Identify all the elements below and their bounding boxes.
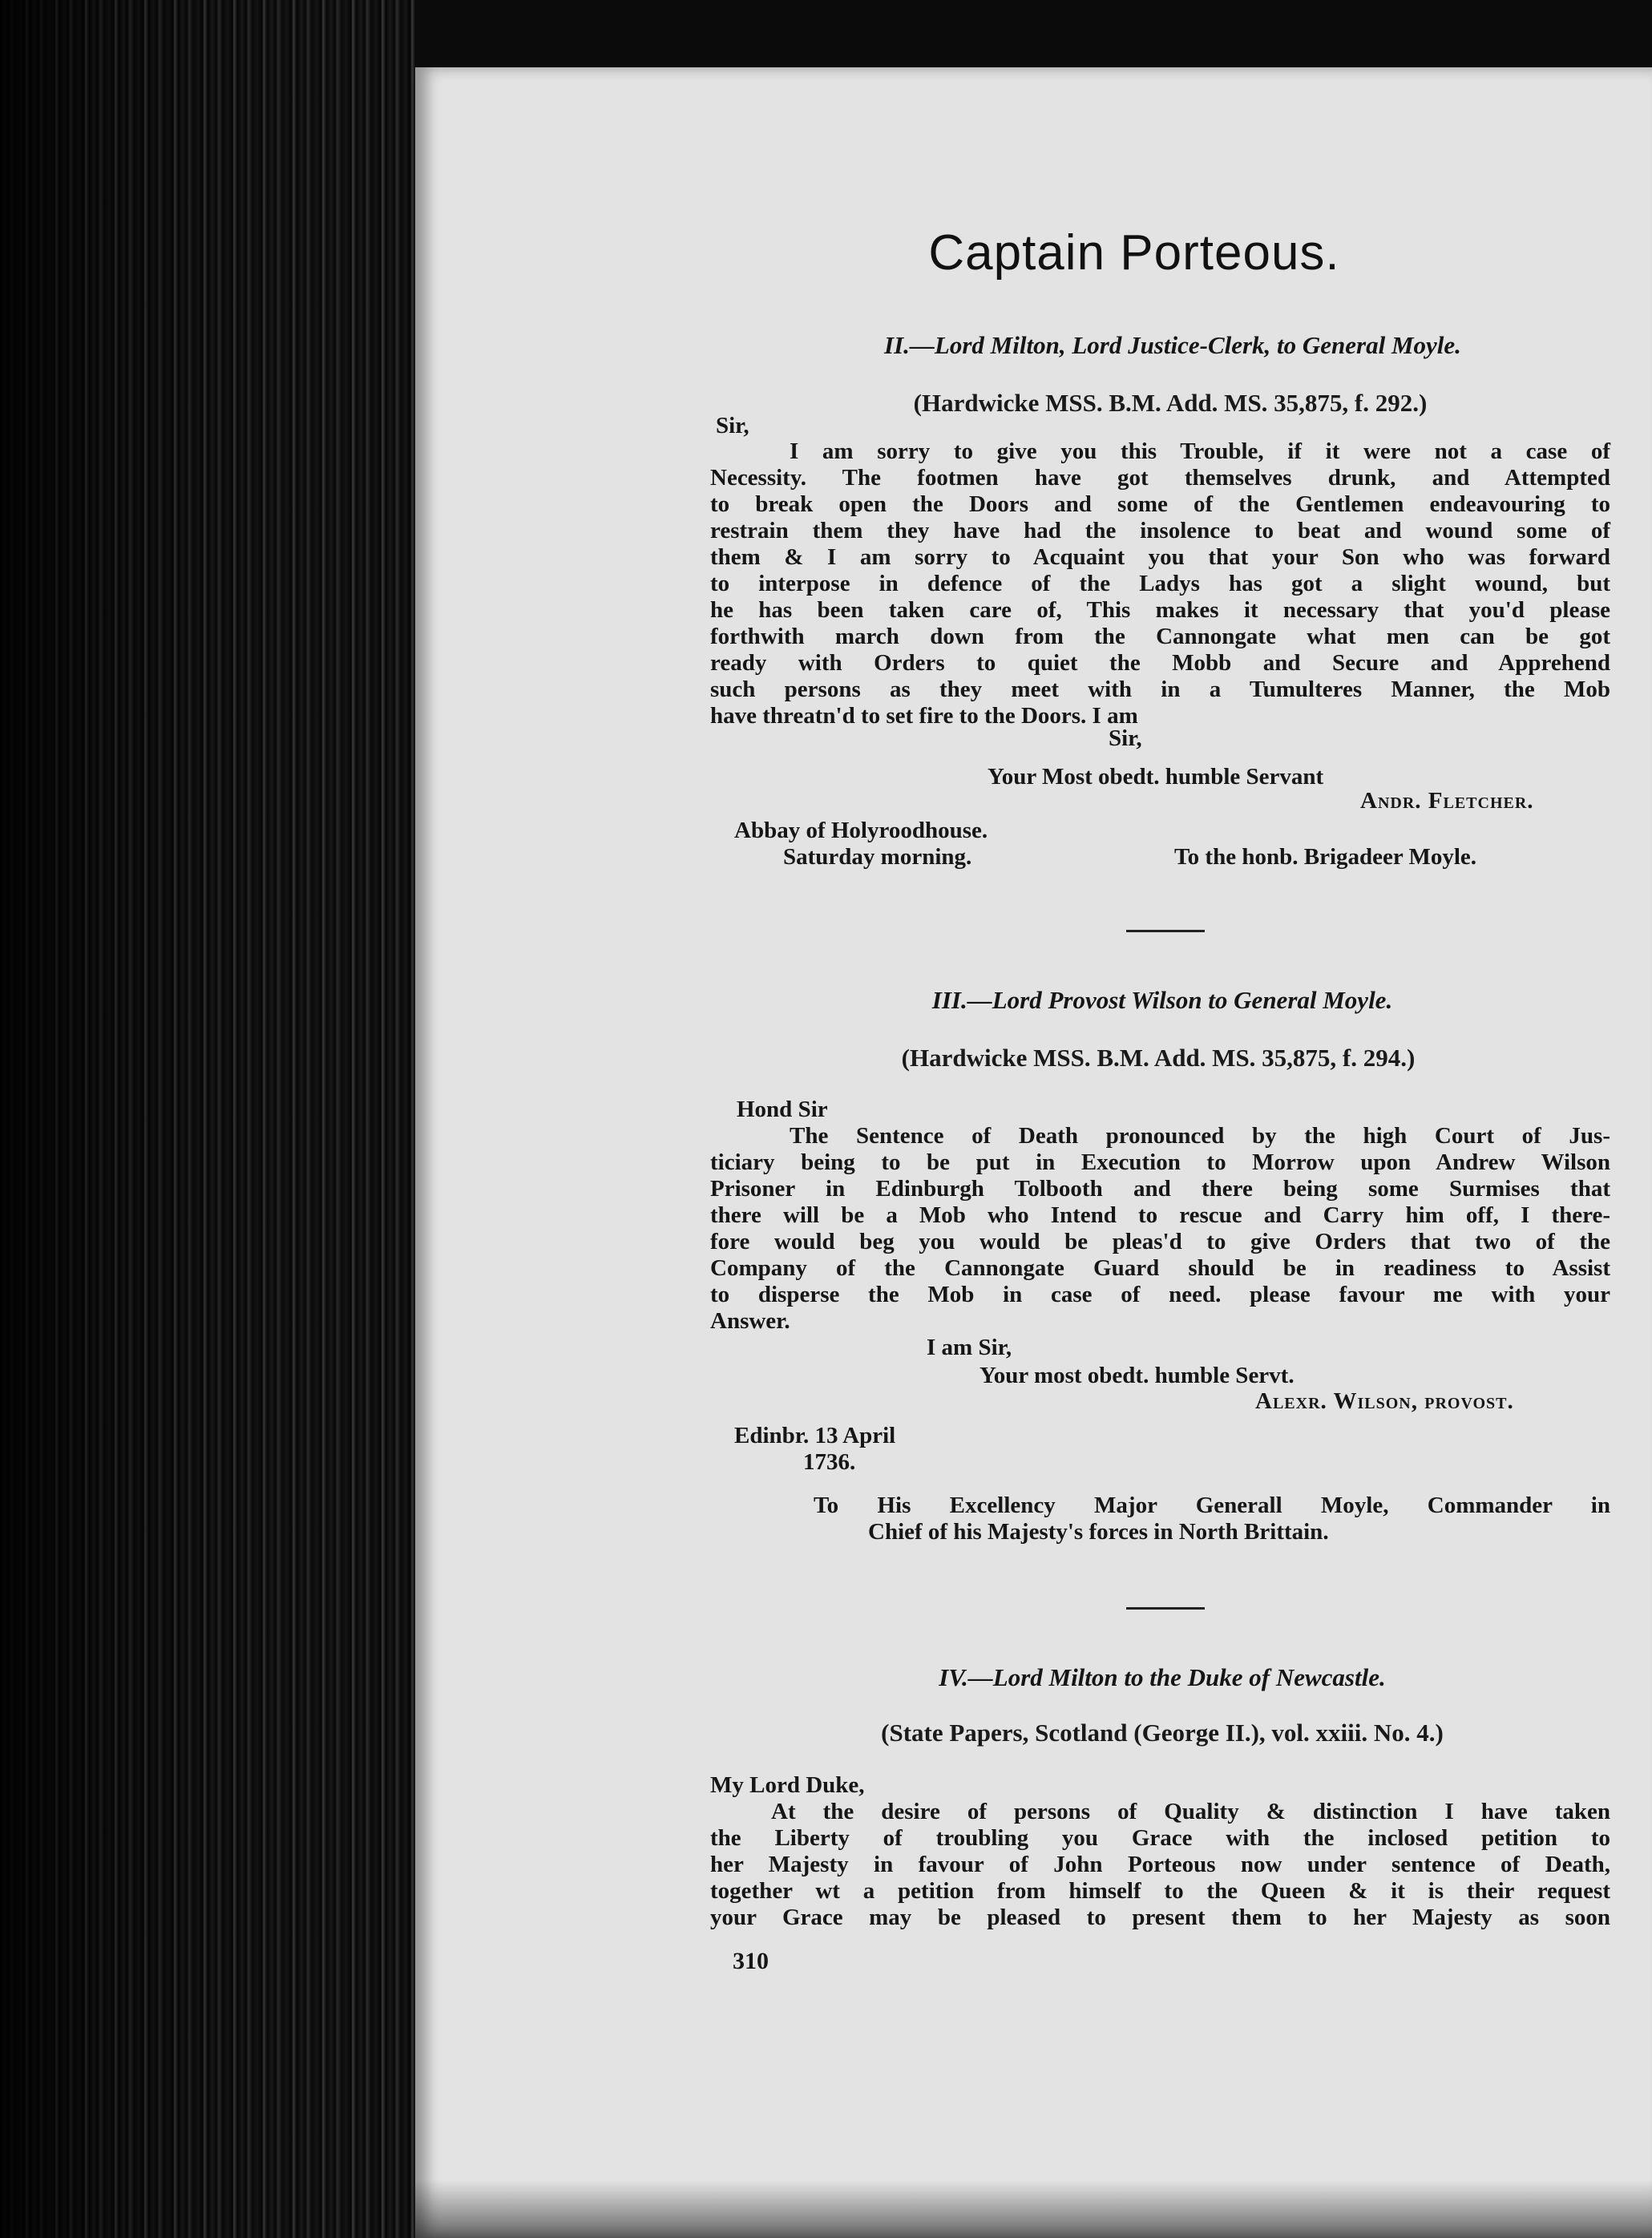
letter-2-source: (Hardwicke MSS. B.M. Add. MS. 35,875, f. 292.) xyxy=(913,389,1428,417)
letter-4-body-line: her Majesty in favour of John Porteous now under sentence of Death, xyxy=(710,1852,1610,1877)
section-divider xyxy=(1126,930,1205,932)
letter-3-body-line: ticiary being to be put in Execution to Morrow upon Andrew Wilson xyxy=(710,1149,1610,1175)
letter-3-body-line: fore would beg you would be pleas'd to give Orders that two of the xyxy=(710,1229,1610,1254)
letter-3-body-line: Answer. xyxy=(710,1308,790,1334)
letter-2-heading: II.—Lord Milton, Lord Justice-Clerk, to General Moyle. xyxy=(884,331,1461,359)
page-title: Captain Porteous. xyxy=(928,225,1340,281)
letter-3-address-1: To His Excellency Major Generall Moyle, Commander in xyxy=(814,1493,1610,1518)
letter-3-source: (Hardwicke MSS. B.M. Add. MS. 35,875, f. 294.) xyxy=(901,1044,1416,1072)
letter-4-salutation: My Lord Duke, xyxy=(710,1772,865,1798)
letter-3-year: 1736. xyxy=(803,1449,856,1475)
page-number: 310 xyxy=(733,1948,769,1974)
letter-2-body-line: have threatn'd to set fire to the Doors. I am xyxy=(710,703,1138,729)
letter-2-body-line: such persons as they meet with in a Tumulteres Manner, the Mob xyxy=(710,677,1610,702)
letter-4-body-line: At the desire of persons of Quality & distinction I have taken xyxy=(771,1799,1610,1824)
letter-2-body-line: them & I am sorry to Acquaint you that your Son who was forward xyxy=(710,544,1610,570)
letter-4-body-line: your Grace may be pleased to present them to her Majesty as soon xyxy=(710,1905,1610,1930)
letter-2-body-line: ready with Orders to quiet the Mobb and Secure and Apprehend xyxy=(710,650,1610,676)
letter-4-body-line: the Liberty of troubling you Grace with the inclosed petition to xyxy=(710,1825,1610,1851)
letter-3-closing-2: Your most obedt. humble Servt. xyxy=(979,1363,1295,1388)
letter-3-salutation: Hond Sir xyxy=(737,1097,828,1122)
letter-2-place: Abbay of Holyroodhouse. xyxy=(734,818,988,843)
letter-3-closing-1: I am Sir, xyxy=(927,1335,1012,1360)
letter-3-signature: Alexr. Wilson, provost. xyxy=(1255,1388,1514,1414)
letter-3-body-line: The Sentence of Death pronounced by the high Court of Jus- xyxy=(790,1123,1610,1149)
letter-3-body-line: Company of the Cannongate Guard should be in readiness to Assist xyxy=(710,1255,1610,1281)
letter-2-closing-sir: Sir, xyxy=(1109,725,1142,751)
letter-2-body-line: he has been taken care of, This makes it necessary that you'd please xyxy=(710,597,1610,623)
letter-4-heading: IV.—Lord Milton to the Duke of Newcastle. xyxy=(939,1663,1386,1691)
letter-3-heading: III.—Lord Provost Wilson to General Moyle. xyxy=(931,986,1393,1014)
letter-2-body-line: restrain them they have had the insolence to beat and wound some of xyxy=(710,518,1610,543)
letter-4-body-line: together wt a petition from himself to the Queen & it is their request xyxy=(710,1878,1610,1904)
letter-2-salutation: Sir, xyxy=(716,413,749,438)
letter-2-date: Saturday morning. xyxy=(783,844,972,870)
letter-3-place: Edinbr. 13 April xyxy=(734,1423,896,1448)
letter-2-closing: Your Most obedt. humble Servant xyxy=(988,764,1324,790)
letter-2-body-line: forthwith march down from the Cannongate what men can be got xyxy=(710,624,1610,649)
letter-2-body-line: Necessity. The footmen have got themselves drunk, and Attempted xyxy=(710,465,1610,491)
letter-3-body-line: to disperse the Mob in case of need. please favour me with your xyxy=(710,1282,1610,1307)
letter-2-address: To the honb. Brigadeer Moyle. xyxy=(1174,844,1477,870)
letter-2-body-line: I am sorry to give you this Trouble, if it were not a case of xyxy=(790,438,1610,464)
letter-2-body-line: to break open the Doors and some of the Gentlemen endeavouring to xyxy=(710,491,1610,517)
letter-2-signature: Andr. Fletcher. xyxy=(1360,788,1534,814)
letter-3-address-2: Chief of his Majesty's forces in North Brittain. xyxy=(868,1519,1329,1545)
section-divider xyxy=(1126,1607,1205,1610)
letter-3-body-line: Prisoner in Edinburgh Tolbooth and there being some Surmises that xyxy=(710,1176,1610,1202)
letter-3-body-line: there will be a Mob who Intend to rescue and Carry him off, I there- xyxy=(710,1202,1610,1228)
letter-4-source: (State Papers, Scotland (George II.), vol. xxiii. No. 4.) xyxy=(881,1719,1444,1747)
letter-2-body-line: to interpose in defence of the Ladys has got a slight wound, but xyxy=(710,571,1610,596)
